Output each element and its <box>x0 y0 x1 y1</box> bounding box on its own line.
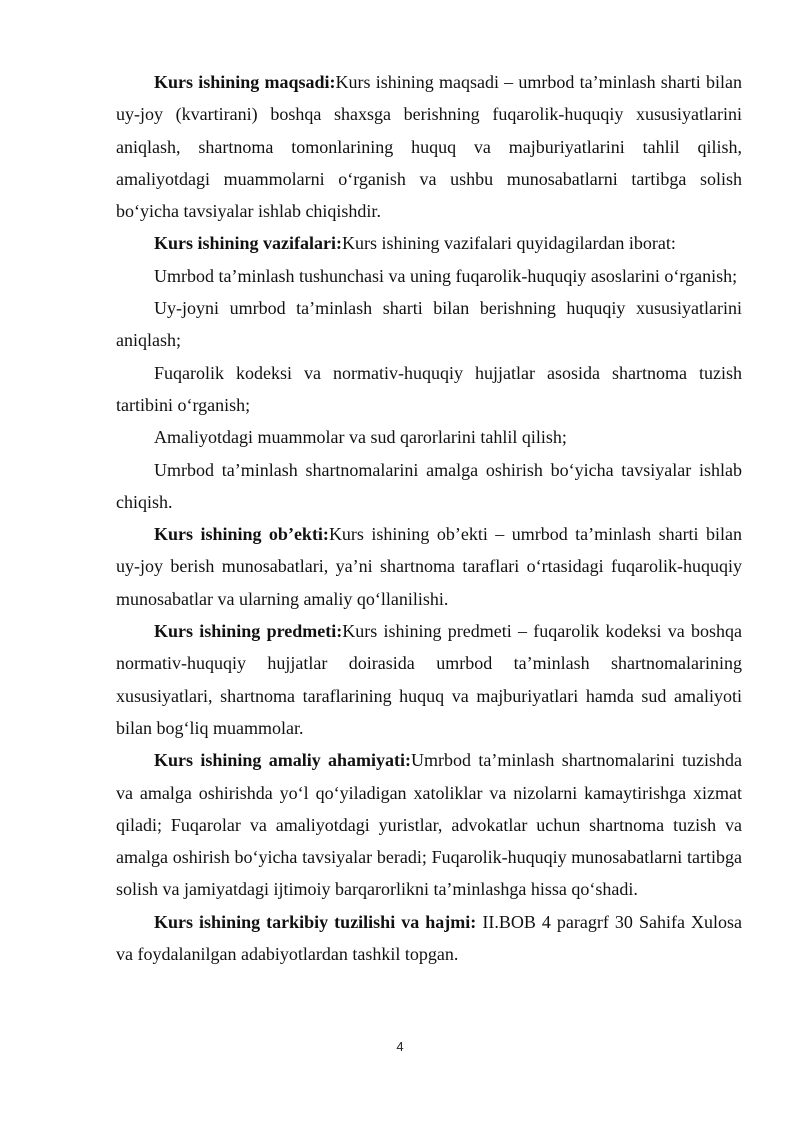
paragraph-text: Kurs ishining predmeti – fuqarolik kodeksi va boshqa normativ-huquqiy hujjatlar doirasida umrbod ta’minlash shartnomalarining xususiyatlari, shartnoma taraflarining huquq va majburiyatlari hamda sud amaliyoti bilan bog‘liq muammolar. <box>116 621 742 738</box>
paragraph-text: Umrbod ta’minlash tushunchasi va uning fuqarolik-huquqiy asoslarini o‘rganish; <box>154 265 738 286</box>
paragraph-label: Kurs ishining ob’ekti: <box>154 524 329 545</box>
paragraph-text: Amaliyotdagi muammolar va sud qarorlarini tahlil qilish; <box>154 427 567 448</box>
paragraph-text: Fuqarolik kodeksi va normativ-huquqiy hujjatlar asosida shartnoma tuzish tartibini o‘rganish; <box>116 362 742 415</box>
paragraph-text: Kurs ishining vazifalari quyidagilardan iborat: <box>342 233 676 254</box>
paragraph-label: Kurs ishining tarkibiy tuzilishi va hajmi: <box>154 911 477 932</box>
page-number: 4 <box>396 1039 404 1054</box>
paragraph-obekti <box>116 518 742 615</box>
paragraph-amaliy-ahamiyati <box>116 744 742 905</box>
paragraph-text: II.BOB 4 paragrf 30 Sahifa Xulosa va foydalanilgan adabiyotlardan tashkil topgan. <box>116 911 742 965</box>
task-item <box>116 454 742 519</box>
paragraph-label: Kurs ishining vazifalari: <box>154 233 343 254</box>
paragraph-text: Kurs ishining maqsadi – umrbod ta’minlash sharti bilan uy-joy (kvartirani) boshqa shaxsga berishning fuqarolik-huquqiy xususiyatlarini aniqlash, shartnoma tomonlarining huquq va majburiyatlarini tahlil qilish, amaliyotdagi muammolarni o‘rganish va ushbu munosabatlarni tartibga solish bo‘yicha tavsiyalar ishlab chiqishdir. <box>116 72 743 222</box>
paragraph-text: Kurs ishining ob’ekti – umrbod ta’minlash sharti bilan uy-joy berish munosabatlari, ya’ni shartnoma taraflari o‘rtasidagi fuqarolik-huquqiy munosabatlar va ularning amaliy qo‘llanilishi. <box>116 524 742 609</box>
paragraph-label: Kurs ishining maqsadi: <box>154 72 336 92</box>
paragraph-text: Uy-joyni umrbod ta’minlash sharti bilan berishning huquqiy xususiyatlarini aniqlash; <box>116 298 742 351</box>
paragraph-text: Umrbod ta’minlash shartnomalarini tuzishda va amalga oshirishda yo‘l qo‘yiladigan xatoliklar va nizolarni kamaytirishga xizmat qiladi; Fuqarolar va amaliyotdagi yuristlar, advokatlar uchun shartnoma tuzish va amalga oshirish bo‘yicha tavsiyalar beradi; Fuqarolik-huquqiy munosabatlarni tartibga solish va jamiyatdagi ijtimoiy barqarorlikni ta’minlashga hissa qo‘shadi. <box>116 750 742 900</box>
paragraph-tarkibiy-tuzilishi <box>116 906 742 971</box>
paragraph-label: Kurs ishining predmeti: <box>154 621 343 642</box>
paragraph-label: Kurs ishining amaliy ahamiyati: <box>154 750 412 771</box>
task-item <box>116 260 742 292</box>
task-item <box>116 292 742 357</box>
paragraph-predmeti <box>116 615 742 744</box>
task-item <box>116 357 742 422</box>
paragraph-vazifalari <box>116 227 742 259</box>
paragraph-maqsadi <box>116 66 742 227</box>
document-body <box>116 66 742 970</box>
paragraph-text: Umrbod ta’minlash shartnomalarini amalga oshirish bo‘yicha tavsiyalar ishlab chiqish. <box>116 459 742 512</box>
task-item <box>116 421 742 453</box>
